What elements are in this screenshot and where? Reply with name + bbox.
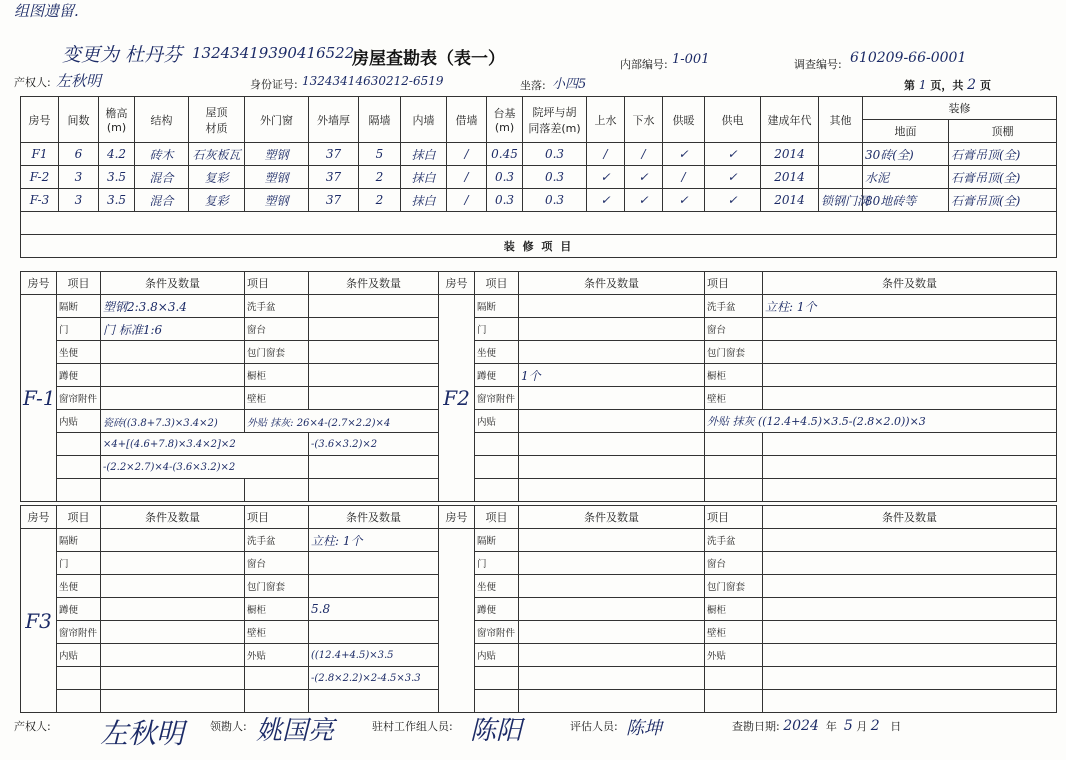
s2-b-right-cond (763, 667, 1057, 690)
s2-b-item: 内贴 (475, 644, 519, 667)
survey-cell: 混合 (135, 166, 189, 189)
date-label: 查勘日期: (732, 720, 780, 733)
s1-hdr-cond-b2: 条件及数量 (763, 272, 1057, 295)
s2-hdr-item-b: 项目 (475, 506, 519, 529)
s1-row (21, 341, 1057, 364)
s2-left-item: 窗帘附件 (57, 621, 101, 644)
s1-b-right-item: 壁柜 (705, 387, 763, 410)
survey-row (21, 166, 1057, 189)
s1-b-item: 隔断 (475, 295, 519, 318)
survey-cell: ✓ (663, 143, 705, 166)
s2-b-right-cond (763, 575, 1057, 598)
s2-row (21, 644, 1057, 667)
s1-hdr-item-b: 项目 (475, 272, 519, 295)
s1-b-right-cond (763, 341, 1057, 364)
s2-left-item: 坐便 (57, 575, 101, 598)
hdr-base: 台基 (m) (487, 97, 523, 143)
s1-right-item: 橱柜 (245, 364, 309, 387)
survey-cell: 塑钢 (245, 166, 309, 189)
s2-right-item: 洗手盆 (245, 529, 309, 552)
s1-row (21, 364, 1057, 387)
s2-right-cond: 5.8 (309, 598, 439, 621)
survey-cell: F-3 (21, 189, 59, 212)
s2-b-item: 窗帘附件 (475, 621, 519, 644)
s1-left-item: 窗帘附件 (57, 387, 101, 410)
s1-hdr-room-b: 房号 (439, 272, 475, 295)
s2-right-item (245, 667, 309, 690)
location-value: 小四5 (552, 77, 587, 92)
s1-b-item: 内贴 (475, 410, 519, 433)
blank-row (21, 212, 1057, 235)
hdr-inner-wall: 内墙 (401, 97, 447, 143)
footer-owner-label: 产权人: (14, 720, 51, 733)
s2-b-cond (519, 575, 705, 598)
survey-cell: 塑钢 (245, 143, 309, 166)
corner-note: 组图遗留. (14, 2, 79, 20)
s1-left-item (57, 479, 101, 502)
s2-hdr-cond-a: 条件及数量 (101, 506, 245, 529)
survey-cell: 4.2 (99, 143, 135, 166)
s1-outer-plaster-cont: -(3.6×3.2)×2 (309, 433, 475, 456)
footer-date (732, 718, 901, 734)
hdr-power: 供电 (705, 97, 761, 143)
s2-b-cond (519, 644, 705, 667)
survey-cell: 5 (359, 143, 401, 166)
s1-b-cond (519, 318, 705, 341)
s2-left-item: 蹲便 (57, 598, 101, 621)
s1-right-item (245, 479, 309, 502)
s2-right-item: 包门窗套 (245, 575, 309, 598)
hdr-roof: 屋顶 材质 (189, 97, 245, 143)
footer-lead-signature: 姚国亮 (256, 716, 335, 746)
s1-row (21, 387, 1057, 410)
page-label-a: 第 (904, 79, 915, 92)
id-value: 13243414630212-6519 (302, 74, 444, 88)
footer-lead-label: 领勘人: (210, 720, 247, 733)
s2-b-cond (519, 667, 705, 690)
s1-b-right-cond (763, 387, 1057, 410)
s1-b-right-cond: 立柱: 1个 (763, 295, 1057, 318)
s2-room-b (439, 529, 475, 713)
s2-left-cond (101, 644, 245, 667)
hdr-water-out: 下水 (625, 97, 663, 143)
footer-owner-signature: 左秋明 (100, 717, 185, 750)
s1-left-item: 隔断 (57, 295, 101, 318)
footer-assessor-label: 评估人员: (570, 720, 618, 733)
survey-cell: / (587, 143, 625, 166)
survey-cell: / (447, 189, 487, 212)
survey-cell: ✓ (587, 189, 625, 212)
s2-hdr-item-b2: 项目 (705, 506, 763, 529)
s2-b-item: 蹲便 (475, 598, 519, 621)
s2-b-cond (519, 529, 705, 552)
survey-cell: 石膏吊顶(全) (949, 166, 1057, 189)
s2-row (21, 690, 1057, 713)
survey-no-value: 610209-66-0001 (850, 50, 967, 66)
survey-cell: 80地砖等 (863, 189, 949, 212)
s1-b-right-item: 洗手盆 (705, 295, 763, 318)
s1-row (21, 410, 1057, 433)
owner-value: 左秋明 (56, 72, 102, 90)
s1-b-item (475, 456, 519, 479)
s2-hdr-item-a2: 项目 (245, 506, 309, 529)
s1-hdr-room-a: 房号 (21, 272, 57, 295)
s1-hdr-cond-a2: 条件及数量 (309, 272, 439, 295)
room-f2-label: F2 (439, 295, 475, 502)
survey-cell: 复彩 (189, 166, 245, 189)
s2-b-right-item (705, 667, 763, 690)
survey-cell: 抹白 (401, 166, 447, 189)
s1-b-item (475, 433, 519, 456)
decor-table-2 (20, 505, 1057, 713)
hdr-structure: 结构 (135, 97, 189, 143)
survey-cell: ✓ (705, 189, 761, 212)
s2-right-cond: ((12.4+4.5)×3.5 (309, 644, 439, 667)
hdr-heating: 供暖 (663, 97, 705, 143)
s2-right-item: 橱柜 (245, 598, 309, 621)
survey-cell: ✓ (705, 143, 761, 166)
s2-left-cond (101, 690, 245, 713)
s1-b-right-cond (763, 364, 1057, 387)
survey-row (21, 189, 1057, 212)
s2-b-cond (519, 621, 705, 644)
s2-row (21, 598, 1057, 621)
s2-hdr-cond-a2: 条件及数量 (309, 506, 439, 529)
survey-cell: 0.3 (523, 143, 587, 166)
survey-cell: 石灰板瓦 (189, 143, 245, 166)
s1-row (21, 456, 1057, 479)
survey-cell: 3 (59, 166, 99, 189)
hdr-decor: 装修 (863, 97, 1057, 120)
s1-row (21, 433, 1057, 456)
survey-cell: 抹白 (401, 189, 447, 212)
s2-b-right-cond (763, 644, 1057, 667)
room-f3-label: F3 (21, 529, 57, 713)
s1-b-item: 门 (475, 318, 519, 341)
s2-right-cond: 立柱: 1个 (309, 529, 439, 552)
s2-b-right-item (705, 690, 763, 713)
s1-left-cond: 塑钢2:3.8×3.4 (101, 295, 245, 318)
hdr-partition: 隔墙 (359, 97, 401, 143)
s1-outer-plaster: 外贴 抹灰: 26×4-(2.7×2.2)×4 (245, 410, 439, 433)
survey-cell: ✓ (587, 166, 625, 189)
hdr-count: 间数 (59, 97, 99, 143)
page-title: 房屋查勘表（表一） (352, 49, 505, 69)
s1-inner-tile-cont: ×4+[(4.6+7.8)×3.4×2]×2 (101, 433, 309, 456)
s2-right-cond (309, 575, 439, 598)
s1-b-cond (519, 433, 705, 456)
s2-b-right-cond (763, 690, 1057, 713)
s1-hdr-item-a2: 项目 (245, 272, 309, 295)
s2-hdr-cond-b: 条件及数量 (519, 506, 705, 529)
s2-b-right-item: 壁柜 (705, 621, 763, 644)
s2-b-cond (519, 552, 705, 575)
hdr-water-in: 上水 (587, 97, 625, 143)
date-day: 2 (870, 718, 880, 734)
survey-cell: / (663, 166, 705, 189)
survey-cell: 2 (359, 166, 401, 189)
internal-no-label: 内部编号: (620, 58, 668, 71)
s1-hdr-cond-b: 条件及数量 (519, 272, 705, 295)
s2-b-item: 隔断 (475, 529, 519, 552)
survey-cell: 2014 (761, 143, 819, 166)
decor-section-title: 装 修 项 目 (21, 235, 1057, 258)
survey-cell: / (625, 143, 663, 166)
s2-right-cond: -(2.8×2.2)×2-4.5×3.3 (309, 667, 439, 690)
s1-right-cond (309, 387, 439, 410)
s1-b-right-item: 包门窗套 (705, 341, 763, 364)
s2-left-item (57, 667, 101, 690)
decor-table-1 (20, 271, 1057, 502)
month-label: 月 (856, 720, 868, 733)
hdr-borrow-wall: 借墙 (447, 97, 487, 143)
survey-no-label: 调查编号: (794, 58, 842, 71)
s2-b-cond (519, 598, 705, 621)
owner-label: 产权人: (14, 76, 51, 89)
s1-left-cond: 门 标准1:6 (101, 318, 245, 341)
survey-cell: 砖木 (135, 143, 189, 166)
survey-row (21, 143, 1057, 166)
s2-b-right-item: 窗台 (705, 552, 763, 575)
s2-hdr-room-a: 房号 (21, 506, 57, 529)
s2-row (21, 575, 1057, 598)
hdr-window: 外门窗 (245, 97, 309, 143)
survey-cell: ✓ (625, 166, 663, 189)
survey-cell: / (447, 143, 487, 166)
s1-b-item: 坐便 (475, 341, 519, 364)
s2-b-right-cond (763, 552, 1057, 575)
s2-left-cond (101, 621, 245, 644)
date-year: 2024 (783, 718, 819, 734)
s1-left-item: 内贴 (57, 410, 101, 433)
s2-b-right-cond (763, 598, 1057, 621)
s1-b-right-cond (763, 456, 1057, 479)
survey-cell: 0.3 (523, 189, 587, 212)
s2-hdr-cond-b2: 条件及数量 (763, 506, 1057, 529)
s2-right-item: 外贴 (245, 644, 309, 667)
s1-b-item (475, 479, 519, 502)
s1-b-right-item (705, 456, 763, 479)
hdr-other: 其他 (819, 97, 863, 143)
s2-left-item: 门 (57, 552, 101, 575)
footer-team-signature: 陈阳 (470, 716, 523, 746)
hdr-ceiling: 顶棚 (949, 120, 1057, 143)
s1-b-cond: 1个 (519, 364, 705, 387)
s2-left-cond (101, 598, 245, 621)
s2-left-cond (101, 552, 245, 575)
hdr-yard-diff: 院坪与胡 同落差(m) (523, 97, 587, 143)
id-label: 身份证号: (250, 78, 298, 91)
s2-left-cond (101, 529, 245, 552)
survey-cell: 2014 (761, 166, 819, 189)
s2-row (21, 621, 1057, 644)
survey-cell: 2014 (761, 189, 819, 212)
s2-left-item: 内贴 (57, 644, 101, 667)
room-f1-label: F-1 (21, 295, 57, 502)
page-counter (904, 77, 991, 93)
s1-row (21, 479, 1057, 502)
s1-inner-tile: 瓷砖((3.8+7.3)×3.4×2) (101, 410, 245, 433)
s2-b-right-item: 包门窗套 (705, 575, 763, 598)
s2-b-item: 坐便 (475, 575, 519, 598)
survey-cell: 0.3 (487, 189, 523, 212)
survey-cell: 0.3 (487, 166, 523, 189)
s1-right-cond (309, 364, 439, 387)
main-survey-table (20, 96, 1057, 258)
s1-left-cond (101, 341, 245, 364)
s1-hdr-item-a: 项目 (57, 272, 101, 295)
s2-left-cond (101, 667, 245, 690)
survey-cell: 抹白 (401, 143, 447, 166)
s1-left-item: 坐便 (57, 341, 101, 364)
s1-b-item: 蹲便 (475, 364, 519, 387)
hdr-built-year: 建成年代 (761, 97, 819, 143)
s1-right-item: 窗台 (245, 318, 309, 341)
s2-hdr-item-a: 项目 (57, 506, 101, 529)
s2-b-right-item: 外贴 (705, 644, 763, 667)
footer-assessor-signature: 陈坤 (626, 718, 662, 739)
hdr-wall-thick: 外墙厚 (309, 97, 359, 143)
s2-b-right-item: 橱柜 (705, 598, 763, 621)
s1-b-right-item: 橱柜 (705, 364, 763, 387)
s2-b-cond (519, 690, 705, 713)
survey-cell: / (447, 166, 487, 189)
survey-cell: 0.3 (523, 166, 587, 189)
s1-b-right-item: 窗台 (705, 318, 763, 341)
s1-b-cond (519, 295, 705, 318)
page-total: 2 (967, 77, 977, 93)
s1-b-cond (519, 341, 705, 364)
s1-left-cond (101, 387, 245, 410)
s1-left-item (57, 456, 101, 479)
s1-left-item: 门 (57, 318, 101, 341)
s2-b-item: 门 (475, 552, 519, 575)
s1-left-item (57, 433, 101, 456)
survey-cell: 3.5 (99, 189, 135, 212)
page-value: 1 (918, 78, 927, 92)
s1-inner-tile-cont: -(2.2×2.7)×4-(3.6×3.2)×2 (101, 456, 309, 479)
footer-team-label: 驻村工作组人员: (372, 720, 453, 733)
survey-cell: 2 (359, 189, 401, 212)
s1-row (21, 318, 1057, 341)
survey-cell: 石膏吊顶(全) (949, 143, 1057, 166)
s1-left-cond (101, 479, 245, 502)
s1-left-cond (101, 364, 245, 387)
survey-cell: ✓ (625, 189, 663, 212)
s2-left-item (57, 690, 101, 713)
s1-right-cond (309, 341, 439, 364)
s1-right-item: 包门窗套 (245, 341, 309, 364)
location-label: 坐落: (520, 79, 546, 92)
s1-b-right-item (705, 433, 763, 456)
date-month: 5 (843, 718, 853, 734)
s2-left-cond (101, 575, 245, 598)
s1-b-cond (519, 387, 705, 410)
survey-cell: 3 (59, 189, 99, 212)
s2-right-item: 壁柜 (245, 621, 309, 644)
s1-right-cond (309, 295, 439, 318)
survey-cell: 3.5 (99, 166, 135, 189)
s1-b-item: 窗帘附件 (475, 387, 519, 410)
s1-row (21, 295, 1057, 318)
s1-left-item: 蹲便 (57, 364, 101, 387)
s2-right-cond (309, 621, 439, 644)
change-note: 变更为 杜丹芬 (62, 44, 183, 66)
s2-right-item: 窗台 (245, 552, 309, 575)
page-label-b: 页，共 (930, 79, 964, 92)
s2-row (21, 667, 1057, 690)
survey-cell: 锁钢门洞 (819, 189, 863, 212)
s1-b-right-item (705, 479, 763, 502)
hdr-room: 房号 (21, 97, 59, 143)
hdr-floor: 地面 (863, 120, 949, 143)
s1-right-item: 壁柜 (245, 387, 309, 410)
survey-cell: 石膏吊顶(全) (949, 189, 1057, 212)
survey-cell: ✓ (705, 166, 761, 189)
s1-hdr-item-b2: 项目 (705, 272, 763, 295)
s1-empty (309, 456, 475, 479)
year-label: 年 (825, 720, 837, 733)
survey-cell: 混合 (135, 189, 189, 212)
survey-cell: ✓ (663, 189, 705, 212)
s2-row (21, 552, 1057, 575)
s1-right-cond (309, 318, 439, 341)
s2-b-item (475, 667, 519, 690)
s1-hdr-cond-a: 条件及数量 (101, 272, 245, 295)
s1-right-item: 洗手盆 (245, 295, 309, 318)
s2-b-right-cond (763, 621, 1057, 644)
s2-row (21, 529, 1057, 552)
s2-left-item: 隔断 (57, 529, 101, 552)
s2-b-right-item: 洗手盆 (705, 529, 763, 552)
hdr-eave: 檐高 (m) (99, 97, 135, 143)
survey-cell: 37 (309, 143, 359, 166)
s2-hdr-room-b: 房号 (439, 506, 475, 529)
survey-cell: 水泥 (863, 166, 949, 189)
s1-b-outer: 外贴 抹灰 ((12.4+4.5)×3.5-(2.8×2.0))×3 (705, 410, 1057, 433)
s1-b-cond (519, 479, 705, 502)
s1-right-cond (309, 479, 439, 502)
page-label-c: 页 (979, 79, 991, 92)
survey-cell: 0.45 (487, 143, 523, 166)
survey-cell: 37 (309, 189, 359, 212)
s1-b-right-cond (763, 479, 1057, 502)
internal-no-value: 1-001 (672, 52, 710, 67)
s1-b-cond (519, 456, 705, 479)
s1-b-right-cond (763, 318, 1057, 341)
s1-b-right-cond (763, 433, 1057, 456)
s1-b-cond (519, 410, 705, 433)
survey-cell: 37 (309, 166, 359, 189)
survey-cell: 6 (59, 143, 99, 166)
survey-cell: F-2 (21, 166, 59, 189)
day-label: 日 (890, 720, 902, 733)
survey-cell: 塑钢 (245, 189, 309, 212)
survey-cell (819, 166, 863, 189)
phone-numbers: 13243419390416522 (192, 44, 355, 62)
survey-cell: 30砖(全) (863, 143, 949, 166)
survey-cell: 复彩 (189, 189, 245, 212)
survey-cell (819, 143, 863, 166)
s2-b-right-cond (763, 529, 1057, 552)
survey-cell: F1 (21, 143, 59, 166)
s2-right-cond (309, 552, 439, 575)
